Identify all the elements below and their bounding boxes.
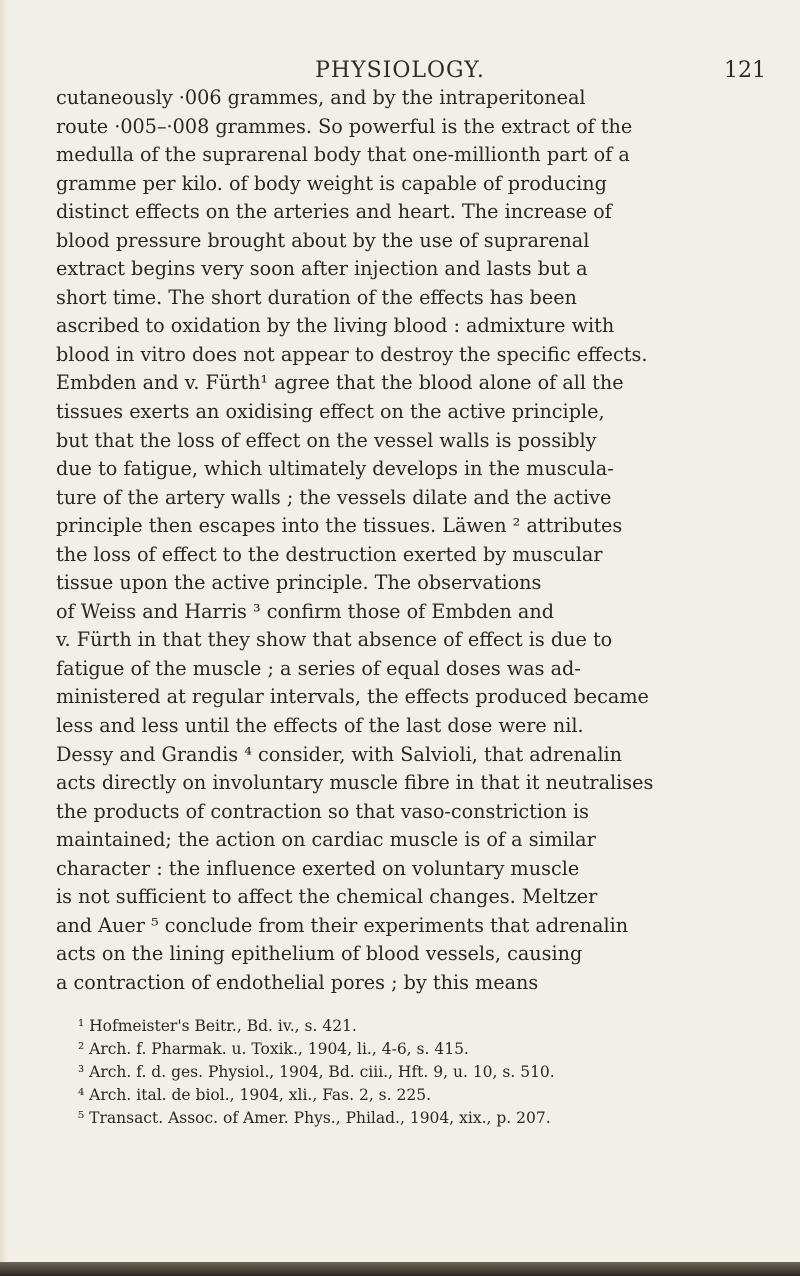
text-line: and Auer ⁵ conclude from their experiments that adrenalin <box>56 913 629 937</box>
text-line: blood in vitro does not appear to destroy the specific effects. <box>56 342 648 366</box>
text-line: Embden and v. Fürth¹ agree that the blood alone of all the <box>56 371 624 395</box>
footnote: ² Arch. f. Pharmak. u. Toxik., 1904, li., 4-6, s. 415. <box>78 1040 469 1058</box>
text-line: blood pressure brought about by the use of suprarenal <box>56 228 590 252</box>
text-line: tissues exerts an oxidising effect on the active principle, <box>56 400 605 424</box>
footnote: ⁵ Transact. Assoc. of Amer. Phys., Philad., 1904, xix., p. 207. <box>78 1109 551 1127</box>
text-line: maintained; the action on cardiac muscle is of a similar <box>56 828 596 852</box>
footnotes <box>56 1015 764 1130</box>
text-line: less and less until the effects of the last dose were nil. <box>56 714 584 738</box>
footnote: ⁴ Arch. ital. de biol., 1904, xli., Fas. 2, s. 225. <box>78 1086 431 1104</box>
text-line: distinct effects on the arteries and heart. The increase of <box>56 200 612 224</box>
text-line: extract begins very soon after injection and lasts but a <box>56 257 588 281</box>
text-line: tissue upon the active principle. The observations <box>56 571 542 595</box>
page-bottom-edge <box>0 1262 800 1276</box>
text-line: is not sufficient to affect the chemical changes. Meltzer <box>56 885 598 909</box>
body-text <box>56 84 764 998</box>
text-line: due to fatigue, which ultimately develops in the muscula- <box>56 457 614 481</box>
text-line: a contraction of endothelial pores ; by this means <box>56 970 539 994</box>
text-line: principle then escapes into the tissues. Läwen ² attributes <box>56 514 623 538</box>
text-line: route ·005–·008 grammes. So powerful is the extract of the <box>56 114 633 138</box>
page-gutter-shadow <box>0 0 7 1262</box>
text-line: of Weiss and Harris ³ confirm those of Embden and <box>56 599 555 623</box>
text-line: ministered at regular intervals, the effects produced became <box>56 685 649 709</box>
footnote: ³ Arch. f. d. ges. Physiol., 1904, Bd. ciii., Hft. 9, u. 10, s. 510. <box>78 1063 555 1081</box>
text-line: the loss of effect to the destruction exerted by muscular <box>56 542 603 566</box>
text-line: acts on the lining epithelium of blood vessels, causing <box>56 942 583 966</box>
footnote: ¹ Hofmeister's Beitr., Bd. iv., s. 421. <box>78 1017 357 1035</box>
text-line: ture of the artery walls ; the vessels dilate and the active <box>56 485 612 509</box>
text-line: medulla of the suprarenal body that one-millionth part of a <box>56 143 630 167</box>
text-line: the products of contraction so that vaso-constriction is <box>56 799 589 823</box>
text-line: Dessy and Grandis ⁴ consider, with Salvioli, that adrenalin <box>56 742 622 766</box>
text-line: gramme per kilo. of body weight is capable of producing <box>56 171 607 195</box>
text-line: ascribed to oxidation by the living blood : admixture with <box>56 314 615 338</box>
text-line: v. Fürth in that they show that absence of effect is due to <box>56 628 613 652</box>
page-number: 121 <box>724 58 766 83</box>
text-line: short time. The short duration of the effects has been <box>56 285 577 309</box>
text-line: acts directly on involuntary muscle fibre in that it neutralises <box>56 771 654 795</box>
text-line: fatigue of the muscle ; a series of equal doses was ad- <box>56 656 581 680</box>
text-line: but that the loss of effect on the vessel walls is possibly <box>56 428 597 452</box>
text-line: character : the influence exerted on voluntary muscle <box>56 856 580 880</box>
text-line: cutaneously ·006 grammes, and by the intraperitoneal <box>56 86 586 109</box>
running-title: PHYSIOLOGY. <box>315 58 485 83</box>
